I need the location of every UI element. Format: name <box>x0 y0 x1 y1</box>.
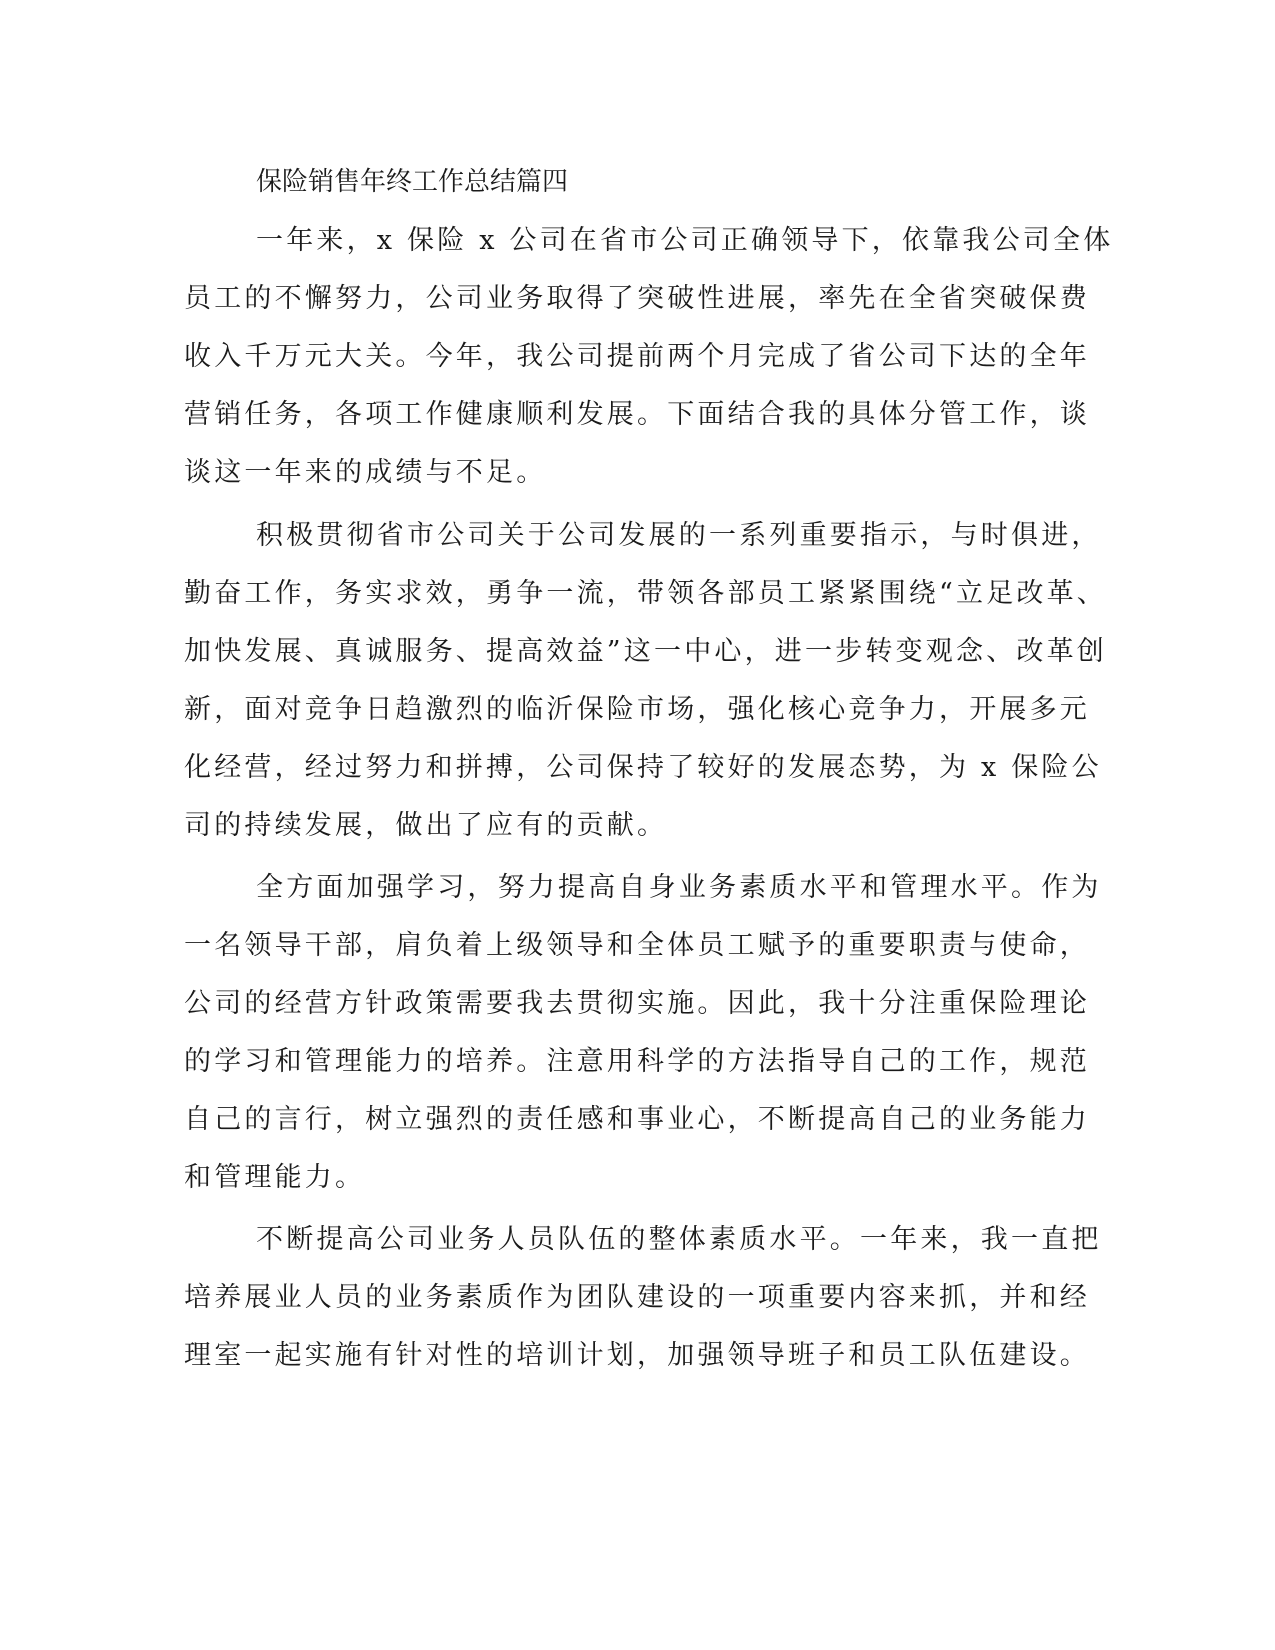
paragraph-2-line-2: 勤奋工作，务实求效，勇争一流，带领各部员工紧紧围绕“立足改革、 <box>184 578 1108 609</box>
paragraph-2-line-5: 化经营，经过努力和拼搏，公司保持了较好的发展态势，为 x 保险公 <box>184 752 1102 783</box>
document-title: 保险销售年终工作总结篇四 <box>256 167 569 197</box>
paragraph-3-line-3: 公司的经营方针政策需要我去贯彻实施。因此，我十分注重保险理论 <box>184 988 1090 1019</box>
paragraph-3-line-4: 的学习和管理能力的培养。注意用科学的方法指导自己的工作，规范 <box>184 1046 1090 1077</box>
paragraph-3-line-2: 一名领导干部，肩负着上级领导和全体员工赋予的重要职责与使命， <box>184 930 1090 961</box>
paragraph-2-line-1: 积极贯彻省市公司关于公司发展的一系列重要指示，与时俱进， <box>256 520 1102 551</box>
paragraph-4-line-3: 理室一起实施有针对性的培训计划，加强领导班子和员工队伍建设。 <box>184 1340 1090 1371</box>
paragraph-1-line-1: 一年来，x 保险 x 公司在省市公司正确领导下，依靠我公司全体 <box>256 225 1114 256</box>
paragraph-3-line-5: 自己的言行，树立强烈的责任感和事业心，不断提高自己的业务能力 <box>184 1104 1090 1135</box>
paragraph-1-line-4: 营销任务，各项工作健康顺利发展。下面结合我的具体分管工作，谈 <box>184 399 1090 430</box>
paragraph-4-line-1: 不断提高公司业务人员队伍的整体素质水平。一年来，我一直把 <box>256 1224 1102 1255</box>
paragraph-2-line-6: 司的持续发展，做出了应有的贡献。 <box>184 810 668 841</box>
paragraph-3-line-6: 和管理能力。 <box>184 1162 366 1193</box>
paragraph-3-line-1: 全方面加强学习，努力提高自身业务素质水平和管理水平。作为 <box>256 872 1102 903</box>
paragraph-1-line-3: 收入千万元大关。今年，我公司提前两个月完成了省公司下达的全年 <box>184 341 1090 372</box>
paragraph-4-line-2: 培养展业人员的业务素质作为团队建设的一项重要内容来抓，并和经 <box>184 1282 1090 1313</box>
paragraph-2-line-3: 加快发展、真诚服务、提高效益”这一中心，进一步转变观念、改革创 <box>184 636 1108 667</box>
paragraph-2-line-4: 新，面对竞争日趋激烈的临沂保险市场，强化核心竞争力，开展多元 <box>184 694 1090 725</box>
paragraph-1-line-5: 谈这一年来的成绩与不足。 <box>184 457 547 488</box>
paragraph-1-line-2: 员工的不懈努力，公司业务取得了突破性进展，率先在全省突破保费 <box>184 283 1090 314</box>
